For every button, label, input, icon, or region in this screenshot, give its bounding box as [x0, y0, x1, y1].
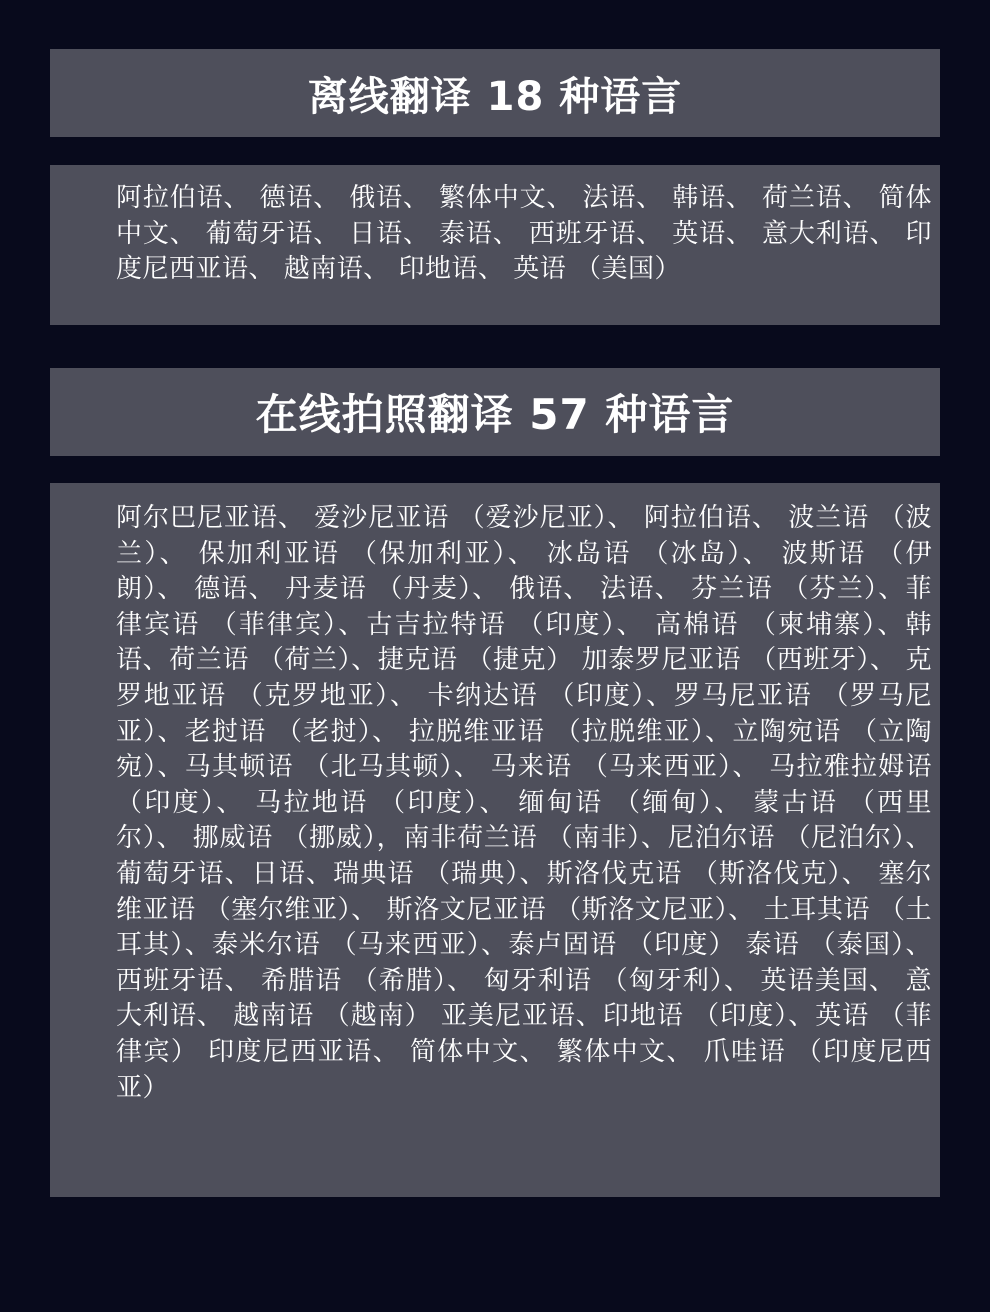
offline-languages-panel	[50, 165, 940, 325]
online-languages-text: 阿尔巴尼亚语、 爱沙尼亚语 （爱沙尼亚）、 阿拉伯语、 波兰语 （波兰）、 保加利亚语 （保加利亚）、 冰岛语 （冰岛）、 波斯语 （伊朗）、 德语、 丹麦语 （丹麦）、 俄语、 法语、 芬兰语 （芬兰）、菲律宾语 （菲律宾）、古吉拉特语 （印度）、 高棉语 （柬埔寨）、韩语、荷兰语 （荷兰）、捷克语 （捷克） 加泰罗尼亚语 （西班牙）、 克罗地亚语 （克罗地亚）、 卡纳达语 （印度）、罗马尼亚语 （罗马尼亚）、老挝语 （老挝）、 拉脱维亚语 （拉脱维亚）、立陶宛语 （立陶宛）、马其顿语 （北马其顿）、 马来语 （马来西亚）、 马拉雅拉姆语 （印度）、 马拉地语 （印度）、 缅甸语 （缅甸）、 蒙古语 （西里尔）、 挪威语 （挪威），南非荷兰语 （南非）、尼泊尔语 （尼泊尔）、 葡萄牙语、日语、瑞典语 （瑞典）、斯洛伐克语 （斯洛伐克）、 塞尔维亚语 （塞尔维亚）、 斯洛文尼亚语 （斯洛文尼亚）、 土耳其语 （土耳其）、泰米尔语 （马来西亚）、泰卢固语 （印度） 泰语 （泰国）、 西班牙语、 希腊语 （希腊）、 匈牙利语 （匈牙利）、 英语美国、 意大利语、 越南语 （越南） 亚美尼亚语、印地语 （印度）、英语 （菲律宾） 印度尼西亚语、 简体中文、 繁体中文、 爪哇语 （印度尼西亚）	[116, 503, 932, 1103]
offline-languages-text: 阿拉伯语、 德语、 俄语、 繁体中文、 法语、 韩语、 荷兰语、 简体中文、 葡萄牙语、 日语、 泰语、 西班牙语、 英语、 意大利语、 印度尼西亚语、 越南语、 印地语、 英语 （美国）	[116, 183, 932, 285]
online-languages-panel	[50, 483, 940, 1197]
offline-title: 离线翻译 18 种语言	[307, 73, 683, 120]
online-title-banner	[50, 368, 940, 456]
online-title: 在线拍照翻译 57 种语言	[255, 390, 735, 439]
offline-title-banner	[50, 49, 940, 137]
